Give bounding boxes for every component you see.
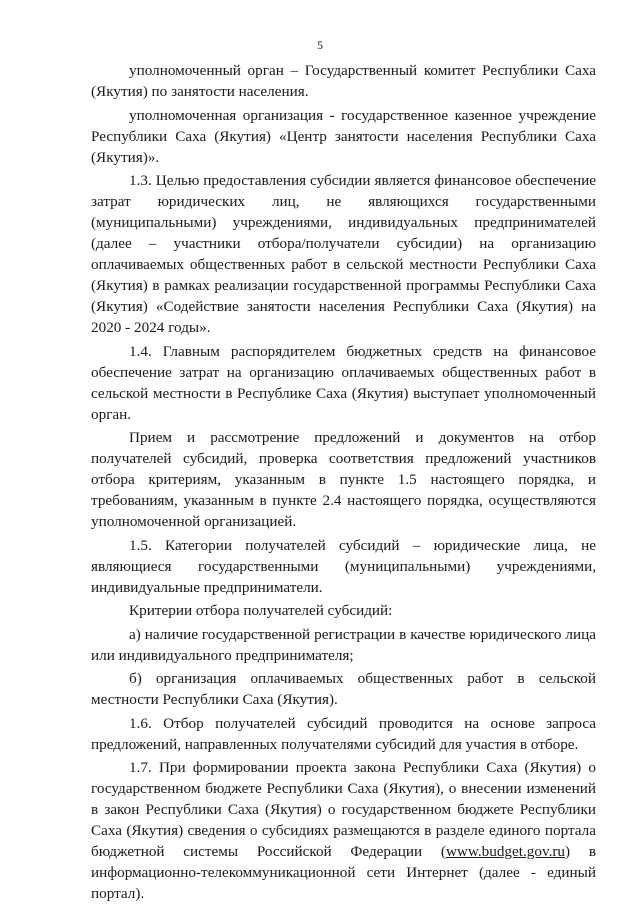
paragraph-authorized-body: уполномоченный орган – Государственный комитет Республики Саха (Якутия) по занятости населения. xyxy=(91,62,596,100)
paragraph-criteria-heading: Критерии отбора получателей субсидий: xyxy=(129,602,393,619)
paragraph-1-6-selection: 1.6. Отбор получателей субсидий проводится на основе запроса предложений, направленных получателями субсидий для участия в отборе. xyxy=(91,714,596,753)
paragraph-1-7-budget-portal xyxy=(91,757,596,904)
paragraph-1-5-categories: 1.5. Категории получателей субсидий – юридические лица, не являющиеся государственными (муниципальными) учреждениями, индивидуальные предприниматели. xyxy=(91,536,596,596)
paragraph-1-7-text-start: 1.7. При формировании проекта закона Республики Саха (Якутия) о государственном бюджете Республики Саха (Якутия), о внесении изменений в закон Республики Саха (Якутия) о государственном бюджете Республики Саха (Якутия) сведения о субсидиях размещаются в разделе единого портала бюджетной системы Российской Федерации ( xyxy=(91,759,596,860)
paragraph-criterion-a: а) наличие государственной регистрации в качестве юридического лица или индивидуального предпринимателя; xyxy=(91,625,596,664)
paragraph-1-4-main-administrator: 1.4. Главным распорядителем бюджетных средств на финансовое обеспечение затрат на организацию оплачиваемых общественных работ в сельской местности в Республике Саха (Якутия) выступает уполномоченный орган. xyxy=(91,342,596,423)
paragraph-authorized-organization: уполномоченная организация - государственное казенное учреждение Республики Саха (Якутия) «Центр занятости населения Республики Саха (Якутия)». xyxy=(91,106,596,166)
budget-portal-link[interactable]: www.budget.gov.ru xyxy=(445,843,566,860)
paragraph-1-3-purpose: 1.3. Целью предоставления субсидии является финансовое обеспечение затрат юридических лиц, не являющихся государственными (муниципальными) учреждениями, индивидуальных предпринимателей (далее – участники отбора/получатели субсидии) на организацию оплачиваемых общественных работ в сельской местности Республики Саха (Якутия) в рамках реализации государственной программы Республики Саха (Якутия) «Содействие занятости населения Республики Саха (Якутия) на 2020 - 2024 годы». xyxy=(91,172,596,336)
paragraph-criterion-b: б) организация оплачиваемых общественных работ в сельской местности Республики Саха (Якутия). xyxy=(91,670,596,708)
paragraph-acceptance-review: Прием и рассмотрение предложений и документов на отбор получателей субсидий, проверка соответствия предложений участников отбора критериям, указанным в пункте 1.5 настоящего порядка, и требованиям, указанным в пункте 2.4 настоящего порядка, осуществляются уполномоченной организацией. xyxy=(91,429,596,530)
document-body xyxy=(91,60,596,907)
page-number: 5 xyxy=(317,38,323,52)
paragraph-1-7-text-end: ) в информационно-телекоммуникационной сети Интернет (далее - единый портал). xyxy=(91,843,596,902)
